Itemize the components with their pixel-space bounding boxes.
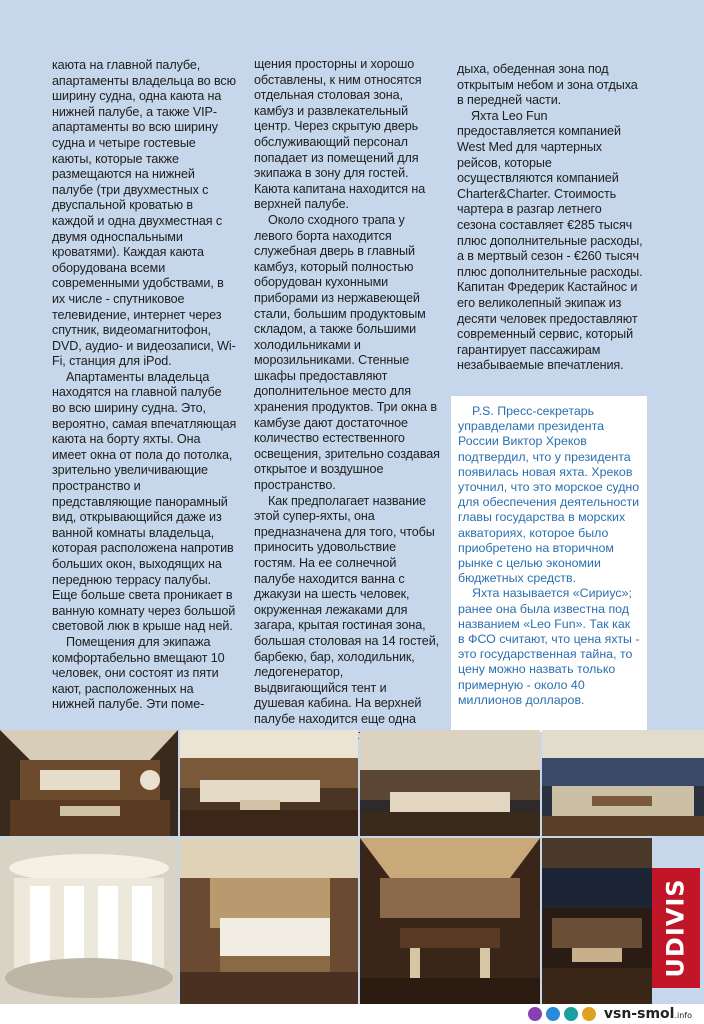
purple-circle-icon <box>528 1007 542 1021</box>
paragraph: Как предполагает название этой супер-яхты, она предназначена для того, чтобы приносить удовольствие гостям. На ее солнечной палубе находится ванна с джакузи на шесть человек, окруженная лежаками для загара, крытая гостиная зона, большая столовая на 14 гостей, барбекю, бар, холодильник, ледогенератор, выдвигающийся тент и душевая кабина. На верхней палубе находится еще одна <box>254 493 440 726</box>
ps-paragraph: P.S. Пресс-секретарь управделами президента России Виктор Хреков подтвердил, что у президента появилась новая яхта. Хреков уточнил, что это морское судно для обеспечения деятельности главы государства в морских акваториях, которое было приобретено на вторичном рынке с целью экономии бюджетных средств. <box>458 404 640 586</box>
photo-evening-lounge-8 <box>542 838 652 1004</box>
ps-box <box>451 396 647 732</box>
blue-circle-icon <box>546 1007 560 1021</box>
paragraph: каюта на главной палубе, апартаменты владельца во всю ширину судна, одна каюта на нижней палубе, а также VIP-апартаменты во всю ширину судна и четыре гостевые каюты, которые также размещаются на нижней палубе (три двухместных с двуспальной кроватью в каждой и одна двухместная с двумя односпальными кроватями). Каждая каюта оборудована всеми современными удобствами, в их числе - спутниковое телевидение, интернет через спутник, видеомагнитофон, DVD, аудио- и видеозаписи, Wi-Fi, станция для iPod. <box>52 58 236 369</box>
site-watermark <box>604 1006 692 1022</box>
site-name: vsn-smol <box>603 1006 675 1022</box>
text-column-3 <box>457 62 643 374</box>
paragraph: Апартаменты владельца находятся на главной палубе во всю ширину судна. Это, вероятно, самая впечатляющая каюта на борту яхты. Она имеет окна от пола до потолка, зрительно увеличивающие пространство и представляющие панорамный вид, открывающийся даже из ванной комнаты владельца, которая расположена напротив больших окон, выходящих на переднюю террасу палубы. Еще больше света проникает в ванную комнату через большой световой люк в крыше над ней. <box>52 369 237 634</box>
photo-bedroom-6 <box>180 838 358 1004</box>
photo-lounge-3 <box>360 730 540 836</box>
text-column-2 <box>254 57 440 743</box>
text-column-1 <box>52 58 238 713</box>
brand-logo: UDIVIS <box>662 878 691 978</box>
paragraph: Помещения для экипажа комфортабельно вмещают 10 человек, они состоят из пяти кают, расположенных на нижней палубе. Эти поме- <box>52 634 225 712</box>
site-tld: .info <box>674 1011 692 1020</box>
photo-deck-lounge-4 <box>542 730 704 836</box>
teal-circle-icon <box>564 1007 578 1021</box>
paragraph: дыха, обеденная зона под открытым небом и зона отдыха в передней части. <box>457 62 638 108</box>
photo-round-room-5 <box>0 838 178 1004</box>
paragraph: Яхта Leo Fun предоставляется компанией West Med для чартерных рейсов, которые осуществляются компанией Charter&Charter. Стоимость чартера в разгар летнего сезона составляет €285 тысяч плюс дополнительные расходы, а в мертвый сезон - €260 тысяч плюс дополнительные расходы. Капитан Фредерик Кастайнос и его великолепный экипаж из десяти человек предоставляют современный сервис, который гарантирует пассажирам незабываемые впечатления. <box>457 108 643 373</box>
paragraph: щения просторны и хорошо обставлены, к ним относятся отдельная столовая зона, камбуз и развлекательный центр. Через скрытую дверь обслуживающий персонал попадает из помещений для экипажа в зону для гостей. Каюта капитана находится на верхней палубе. <box>254 57 426 212</box>
paragraph: Около сходного трапа у левого борта находится служебная дверь в главный камбуз, который полностью оборудован кухонными приборами из нержавеющей стали, большим продуктовым складом, а также большими холодильниками и морозильниками. Стенные шкафы предоставляют дополнительное место для хранения продуктов. Три окна в камбузе дают достаточное количество естественного освещения, зрительно создавая открытое и воздушное пространство. <box>254 212 440 493</box>
footer-bar <box>0 1004 704 1024</box>
orange-circle-icon <box>582 1007 596 1021</box>
ps-paragraph: Яхта называется «Сириус»; ранее она была известна под названием «Leo Fun». Так как в ФСО считают, что цена яхты - это государственная тайна, то цену можно назвать только примерную - около 40 миллионов долларов. <box>458 586 640 707</box>
brand-tab <box>652 868 700 988</box>
photo-strip <box>0 730 704 1004</box>
photo-salon-1 <box>0 730 178 836</box>
photo-dining-7 <box>360 838 540 1004</box>
photo-salon-2 <box>180 730 358 836</box>
